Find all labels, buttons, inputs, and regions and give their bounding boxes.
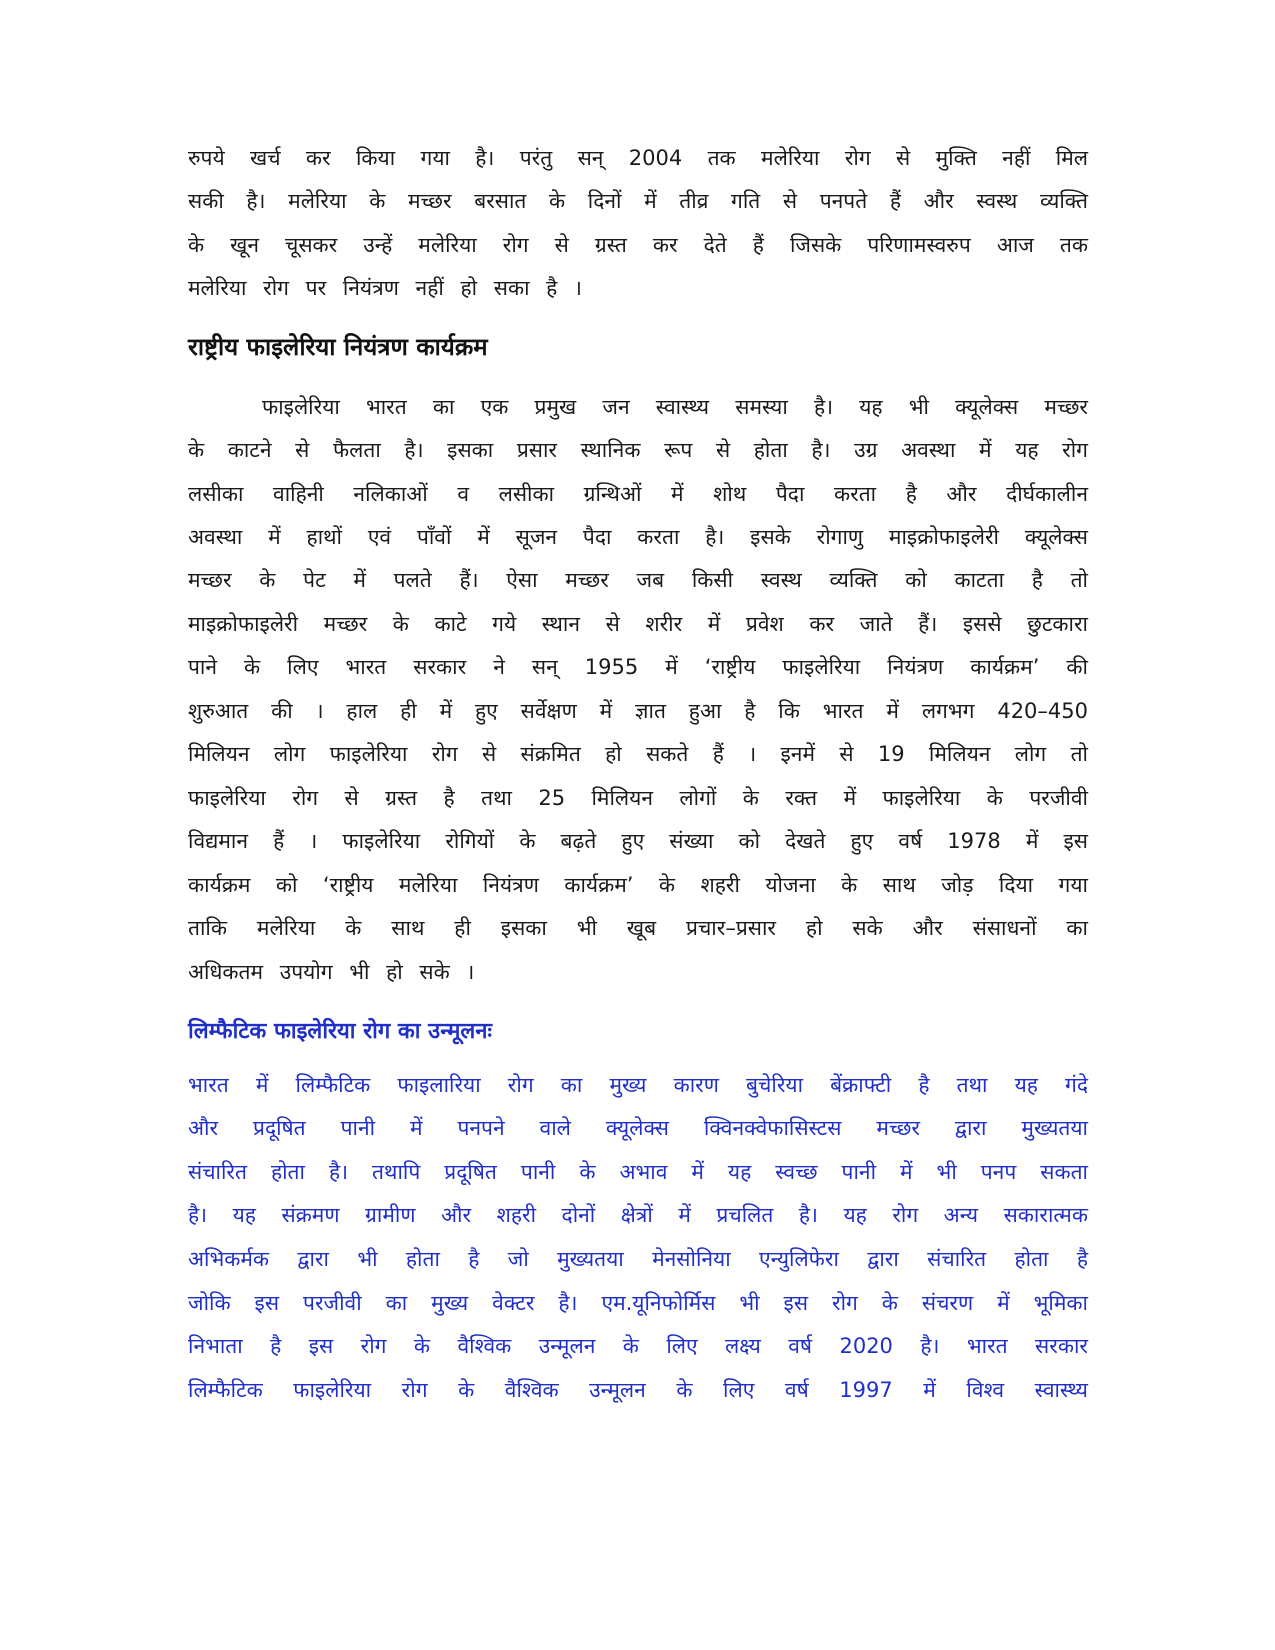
text-line: अभिकर्मक द्वारा भी होता है जो मुख्यतया मेनसोनिया एन्युलिफेरा द्वारा संचारित होता है (188, 1247, 1088, 1271)
text-line: मलेरिया रोग पर नियंत्रण नहीं हो सका है । (188, 276, 582, 300)
text-line: निभाता है इस रोग के वैश्विक उन्मूलन के लिए लक्ष्य वर्ष 2020 है। भारत सरकार (188, 1334, 1088, 1358)
section-heading-filaria-program: राष्ट्रीय फाइलेरिया नियंत्रण कार्यक्रम (188, 333, 488, 361)
text-line: के खून चूसकर उन्हें मलेरिया रोग से ग्रस्त कर देते हैं जिसके परिणामस्वरुप आज तक (188, 233, 1088, 257)
text-line: पाने के लिए भारत सरकार ने सन् 1955 में ‘राष्ट्रीय फाइलेरिया नियंत्रण कार्यक्रम’ की (188, 655, 1088, 679)
section-heading-lymphatic-filaria: लिम्फैटिक फाइलेरिया रोग का उन्मूलनः (188, 1019, 492, 1044)
text-line: ताकि मलेरिया के साथ ही इसका भी खूब प्रचार–प्रसार हो सके और संसाधनों का (188, 916, 1088, 940)
text-line: संचारित होता है। तथापि प्रदूषित पानी के अभाव में यह स्वच्छ पानी में भी पनप सकता (188, 1160, 1088, 1184)
text-line: लसीका वाहिनी नलिकाओं व लसीका ग्रन्थिओं में शोथ पैदा करता है और दीर्घकालीन (188, 482, 1088, 506)
text-line: कार्यक्रम को ‘राष्ट्रीय मलेरिया नियंत्रण कार्यक्रम’ के शहरी योजना के साथ जोड़ दिया गया (188, 873, 1088, 897)
text-line: जोकि इस परजीवी का मुख्य वेक्टर है। एम.यूनिफोर्मिस भी इस रोग के संचरण में भूमिका (188, 1291, 1088, 1315)
text-line: रुपये खर्च कर किया गया है। परंतु सन् 2004 तक मलेरिया रोग से मुक्ति नहीं मिल (188, 146, 1088, 170)
text-line: शुरुआत की । हाल ही में हुए सर्वेक्षण में ज्ञात हुआ है कि भारत में लगभग 420–450 (188, 699, 1088, 723)
text-line: अवस्था में हाथों एवं पाँवों में सूजन पैदा करता है। इसके रोगाणु माइक्रोफाइलेरी क्यूलेक्स (188, 525, 1088, 549)
text-line: फाइलेरिया रोग से ग्रस्त है तथा 25 मिलियन लोगों के रक्त में फाइलेरिया के परजीवी (188, 786, 1088, 810)
text-line: सकी है। मलेरिया के मच्छर बरसात के दिनों में तीव्र गति से पनपते हैं और स्वस्थ व्यक्ति (188, 189, 1088, 213)
text-line: और प्रदूषित पानी में पनपने वाले क्यूलेक्स क्विनक्वेफासिस्टस मच्छर द्वारा मुख्यतया (188, 1116, 1088, 1140)
text-line: फाइलेरिया भारत का एक प्रमुख जन स्वास्थ्य समस्या है। यह भी क्यूलेक्स मच्छर (262, 395, 1088, 419)
text-line: के काटने से फैलता है। इसका प्रसार स्थानिक रूप से होता है। उग्र अवस्था में यह रोग (188, 438, 1088, 462)
text-line: है। यह संक्रमण ग्रामीण और शहरी दोनों क्षेत्रों में प्रचलित है। यह रोग अन्य सकारात्मक (188, 1203, 1088, 1227)
text-line: विद्यमान हैं । फाइलेरिया रोगियों के बढ़ते हुए संख्या को देखते हुए वर्ष 1978 में इस (188, 829, 1088, 853)
text-line: अधिकतम उपयोग भी हो सके । (188, 960, 475, 984)
text-line: लिम्फैटिक फाइलेरिया रोग के वैश्विक उन्मूलन के लिए वर्ष 1997 में विश्व स्वास्थ्य (188, 1378, 1088, 1402)
text-line: माइक्रोफाइलेरी मच्छर के काटे गये स्थान से शरीर में प्रवेश कर जाते हैं। इससे छुटकारा (188, 612, 1088, 636)
text-line: भारत में लिम्फैटिक फाइलारिया रोग का मुख्य कारण बुचेरिया बेंक्राफ्टी है तथा यह गंदे (188, 1073, 1088, 1097)
text-line: मिलियन लोग फाइलेरिया रोग से संक्रमित हो सकते हैं । इनमें से 19 मिलियन लोग तो (188, 742, 1088, 766)
text-line: मच्छर के पेट में पलते हैं। ऐसा मच्छर जब किसी स्वस्थ व्यक्ति को काटता है तो (188, 568, 1088, 592)
